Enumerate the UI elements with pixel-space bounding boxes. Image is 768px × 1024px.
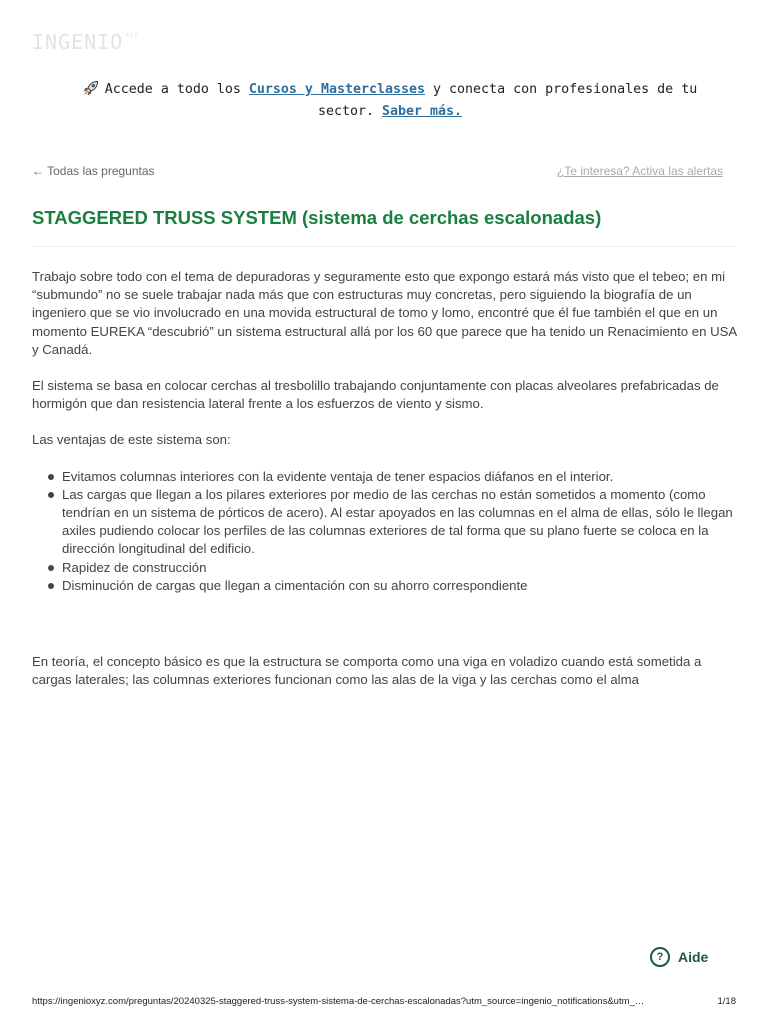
logo-text: INGENIO [32, 30, 124, 54]
logo-sup: xyz [125, 31, 138, 39]
question-title: STAGGERED TRUSS SYSTEM (sistema de cerchas escalonadas) [32, 207, 602, 228]
footer-url: https://ingenioxyz.com/preguntas/20240325-staggered-truss-system-sistema-de-cerchas-escalonadas?utm_source=ingenio_notifications&utm_… [32, 996, 645, 1007]
rocket-icon [83, 80, 99, 102]
title-divider [32, 246, 736, 247]
list-item: Evitamos columnas interiores con la evidente ventaja de tener espacios diáfanos en el interior. [62, 468, 738, 486]
list-item: Rapidez de construcción [62, 559, 738, 577]
list-item: Disminución de cargas que llegan a cimentación con su ahorro correspondiente [62, 577, 738, 595]
courses-link[interactable]: Cursos y Masterclasses [248, 82, 426, 97]
back-to-questions-link[interactable]: ← Todas las preguntas [32, 164, 155, 178]
logo[interactable] [32, 30, 138, 54]
paragraph-theory: En teoría, el concepto básico es que la estructura se comporta como una viga en voladizo cuando está sometida a cargas laterales; las columnas exteriores funcionan como las alas de la viga y las cerchas como el alma [32, 654, 702, 688]
help-label: Aide [678, 949, 709, 965]
page-counter: 1/18 [717, 996, 736, 1007]
help-button[interactable] [650, 947, 708, 967]
list-item: Las cargas que llegan a los pilares exteriores por medio de las cerchas no están sometidos a momento (como tendrían en un sistema de pórticos de acero). Al estar apoyados en las columnas en el alma de ellas, sólo le llegan axiles pudiendo colocar los perfiles de las columnas exteriores de tal forma que su plano fuerte se coloca en la dirección longitudinal del edificio. [62, 486, 738, 559]
article-body [32, 268, 738, 707]
content-spacer [32, 595, 738, 653]
paragraph-system: El sistema se basa en colocar cerchas al tresbolillo trabajando conjuntamente con placas alveolares prefabricadas de hormigón que dan resistencia lateral frente a los esfuerzos de viento y sismo. [32, 378, 719, 412]
activate-alerts-link[interactable]: ¿Te interesa? Activa las alertas [556, 164, 723, 178]
banner-text-middle: y conecta con profesionales de tu sector. [317, 82, 698, 119]
promo-banner [60, 80, 720, 121]
learn-more-link[interactable]: Saber más. [381, 104, 463, 119]
advantages-list [32, 468, 738, 595]
question-circle-icon: ? [650, 947, 670, 967]
paragraph-advantages-heading: Las ventajas de este sistema son: [32, 432, 231, 448]
paragraph-intro: Trabajo sobre todo con el tema de depuradoras y seguramente esto que expongo estará más visto que el tebeo; en mi “submundo” no se suele trabajar nada más que con estructuras muy concretas, pero siguiendo la biografía de un ingeniero que se vio involucrado en una movida estructural de tomo y lomo, encontré que él fue también el que en un momento EUREKA “descubrió” un sistema estructural allá por los 60 que parece que ha tenido un Renacimiento en USA y Canadá. [32, 269, 737, 357]
banner-text-before: Accede a todo los [104, 82, 249, 97]
